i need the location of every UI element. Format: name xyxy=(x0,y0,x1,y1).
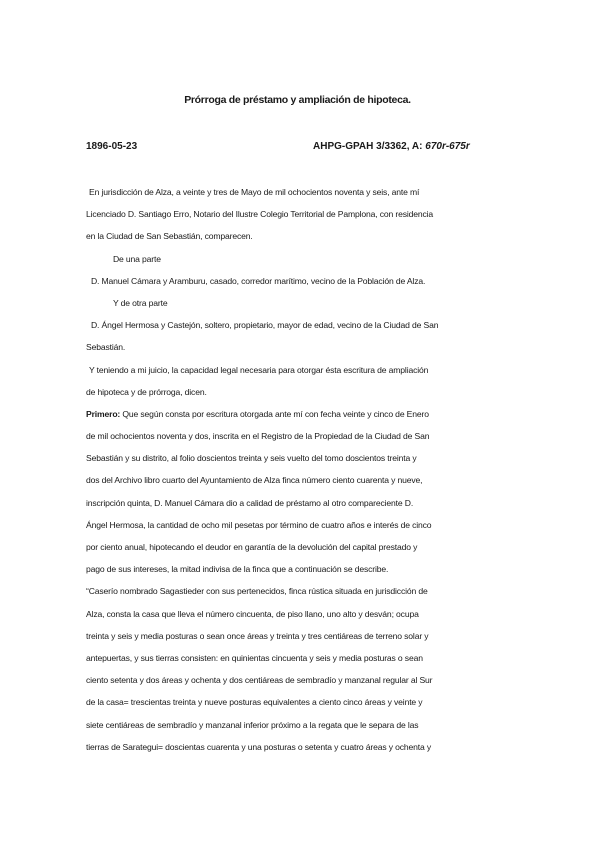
paragraph-line: de la casa= trescientas treinta y nueve posturas equivalentes a ciento cinco áreas y veinte y xyxy=(86,697,423,708)
paragraph-line: En jurisdicción de Alza, a veinte y tres de Mayo de mil ochocientos noventa y seis, ante mí xyxy=(89,187,420,197)
paragraph-line: Sebastián y su distrito, al folio doscientos treinta y seis vuelto del tomo doscientos treinta y xyxy=(86,453,417,464)
paragraph-line: antepuertas, y sus tierras consisten: en quinientas cincuenta y seis y media posturas o sean xyxy=(86,652,423,663)
paragraph-line: en la Ciudad de San Sebastián, comparecen. xyxy=(86,231,253,242)
paragraph-line: Sebastián. xyxy=(86,342,126,353)
paragraph-line: Ángel Hermosa, la cantidad de ocho mil pesetas por término de cuatro años e interés de cinco xyxy=(86,519,432,530)
paragraph-line: “Caserío nombrado Sagastieder con sus pertenecidos, finca rústica situada en jurisdicción de xyxy=(86,586,428,597)
paragraph-line: Y de otra parte xyxy=(113,297,168,308)
paragraph-line: Alza, consta la casa que lleva el número cincuenta, de piso llano, uno alto y desván; ocupa xyxy=(86,608,419,619)
section-label: Primero: xyxy=(86,408,121,419)
paragraph-line: Y teniendo a mi juicio, la capacidad legal necesaria para otorgar ésta escritura de ampliación xyxy=(89,364,429,375)
folio-ref-text: 670r-675r xyxy=(425,141,470,152)
paragraph-line: De una parte xyxy=(113,253,161,264)
paragraph-line: D. Manuel Cámara y Aramburu, casado, corredor marítimo, vecino de la Población de Alza. xyxy=(91,275,426,286)
paragraph-line: siete centiáreas de sembradío y manzanal inferior próximo a la regata que le separa de las xyxy=(86,719,419,730)
document-date: 1896-05-23 xyxy=(86,141,138,152)
paragraph-line: de hipoteca y de prórroga, dicen. xyxy=(86,386,207,397)
archive-ref-text: AHPG-GPAH 3/3362, A: xyxy=(313,141,426,152)
paragraph-line: tierras de Sarategui= doscientas cuarenta y una posturas o setenta y cuatro áreas y ochenta y xyxy=(86,741,432,752)
paragraph-line: por ciento anual, hipotecando el deudor en garantía de la devolución del capital prestado y xyxy=(86,542,418,552)
paragraph-line: Licenciado D. Santiago Erro, Notario del Ilustre Colegio Territorial de Pamplona, con residencia xyxy=(86,209,434,220)
paragraph-line: ciento setenta y dos áreas y ochenta y dos centiáreas de sembradío y manzanal regular al Sur xyxy=(86,675,433,686)
paragraph-line: dos del Archivo libro cuarto del Ayuntamiento de Alza finca número ciento cuarenta y nueve, xyxy=(86,475,423,486)
document-title: Prórroga de préstamo y ampliación de hipoteca. xyxy=(184,94,411,106)
document-body xyxy=(86,181,516,758)
paragraph-line: inscripción quinta, D. Manuel Cámara dio a calidad de préstamo al otro compareciente D. xyxy=(86,497,414,508)
paragraph-line: de mil ochocientos noventa y dos, inscrita en el Registro de la Propiedad de la Ciudad de San xyxy=(86,431,430,442)
paragraph-line: D. Ángel Hermosa y Castejón, soltero, propietario, mayor de edad, vecino de la Ciudad de San xyxy=(91,320,439,331)
paragraph-line: pago de sus intereses, la mitad indivisa de la finca que a continuación se describe. xyxy=(86,564,389,575)
paragraph-line xyxy=(86,403,516,425)
section-text: Que según consta por escritura otorgada ante mí con fecha veinte y cinco de Enero xyxy=(120,408,429,419)
archive-reference xyxy=(313,141,470,152)
paragraph-line: treinta y seis y media posturas o sean once áreas y treinta y tres centiáreas de terreno solar y xyxy=(86,630,429,641)
